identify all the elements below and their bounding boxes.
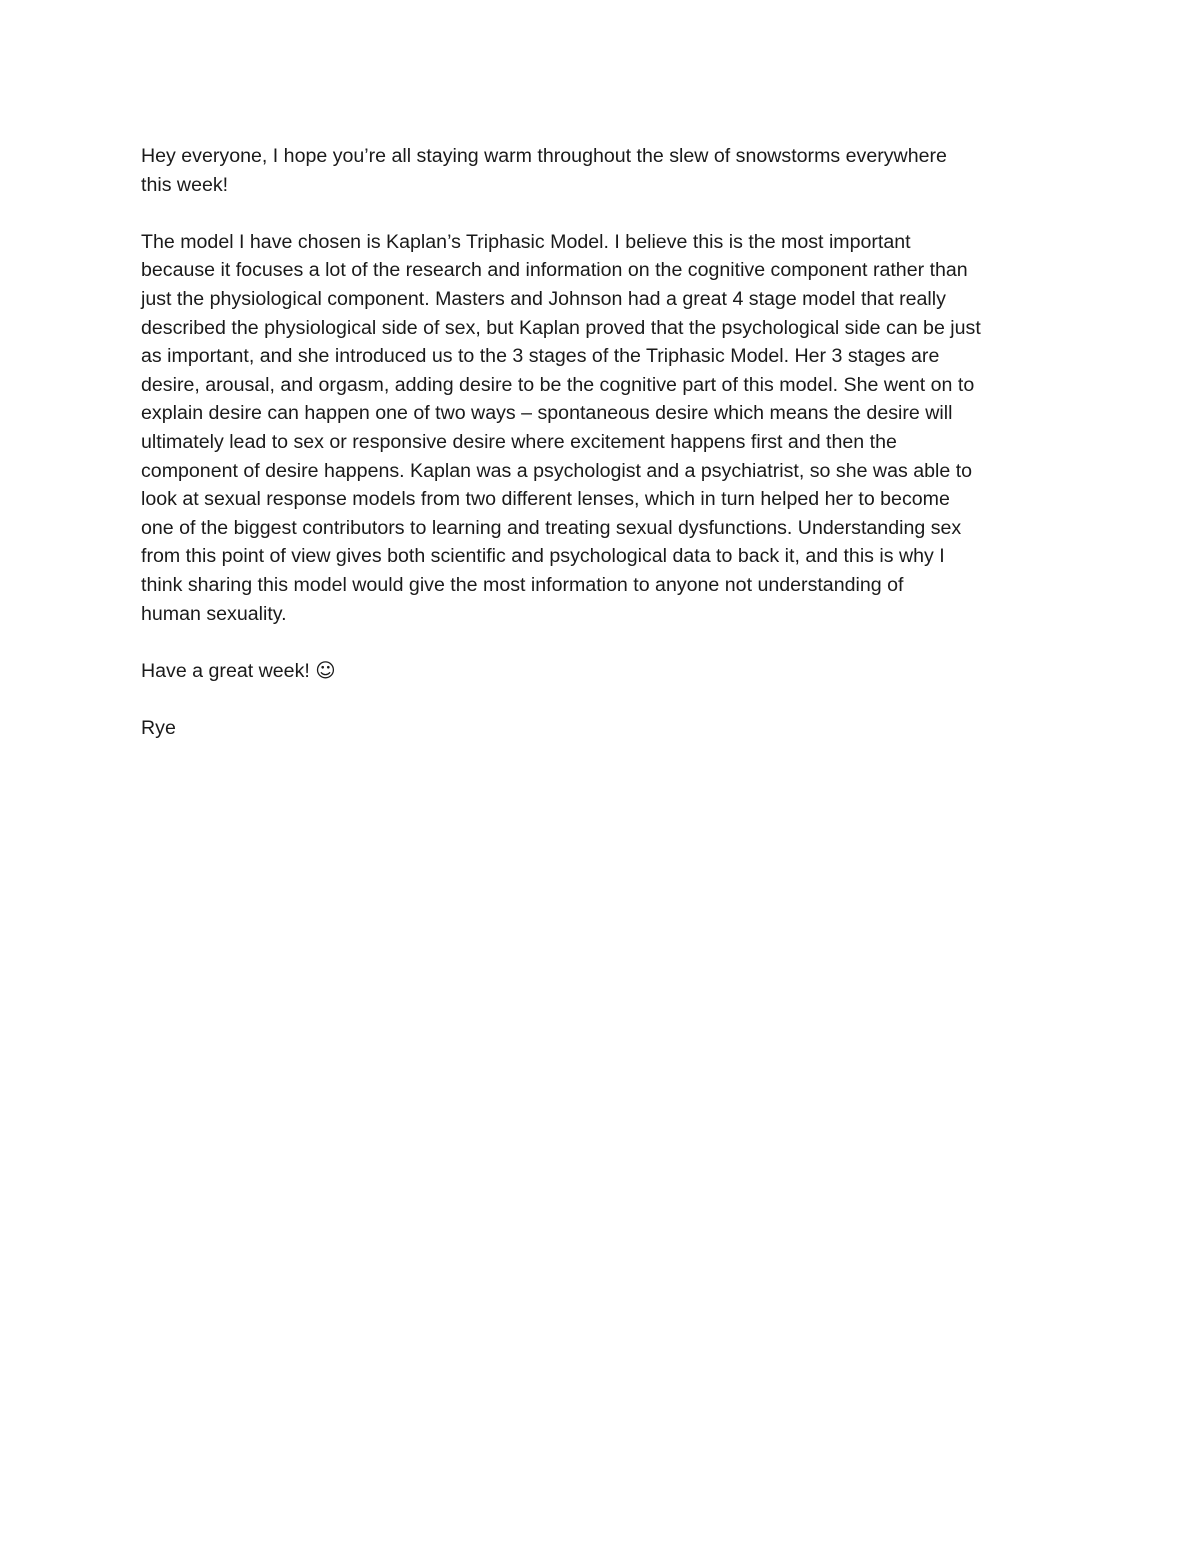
signature — [141, 714, 1066, 743]
body-line-8: ultimately lead to sex or responsive desire where excitement happens first and then the — [141, 430, 897, 453]
greeting-paragraph — [141, 142, 1066, 199]
body-line-9: component of desire happens. Kaplan was a psychologist and a psychiatrist, so she was able to — [141, 459, 973, 482]
body-line-5: as important, and she introduced us to the 3 stages of the Triphasic Model. Her 3 stages are — [141, 345, 940, 368]
body-line-12: from this point of view gives both scientific and psychological data to back it, and this is why I — [141, 545, 945, 568]
document-body — [141, 142, 1066, 771]
closing-paragraph — [141, 657, 1066, 686]
closing-text: Have a great week! — [141, 659, 316, 682]
body-line-6: desire, arousal, and orgasm, adding desire to be the cognitive part of this model. She went on to — [141, 373, 975, 396]
body-line-10: look at sexual response models from two different lenses, which in turn helped her to become — [141, 488, 950, 511]
body-line-13: think sharing this model would give the most information to anyone not understanding of — [141, 573, 904, 596]
greeting-line-2: this week! — [141, 173, 229, 196]
body-line-2: because it focuses a lot of the research and information on the cognitive component rather than — [141, 259, 968, 282]
smiley-icon: ☺ — [315, 658, 336, 682]
body-line-14: human sexuality. — [141, 602, 287, 625]
body-line-7: explain desire can happen one of two ways – spontaneous desire which means the desire will — [141, 402, 953, 425]
body-line-3: just the physiological component. Masters and Johnson had a great 4 stage model that really — [141, 287, 946, 310]
signature-name: Rye — [141, 716, 176, 739]
body-line-11: one of the biggest contributors to learning and treating sexual dysfunctions. Understanding sex — [141, 516, 962, 539]
body-line-4: described the physiological side of sex, but Kaplan proved that the psychological side can be just — [141, 316, 981, 339]
greeting-line-1: Hey everyone, I hope you’re all staying warm throughout the slew of snowstorms everywhere — [141, 145, 947, 167]
main-paragraph — [141, 228, 1066, 628]
body-line-1: The model I have chosen is Kaplan’s Triphasic Model. I believe this is the most important — [141, 230, 911, 253]
